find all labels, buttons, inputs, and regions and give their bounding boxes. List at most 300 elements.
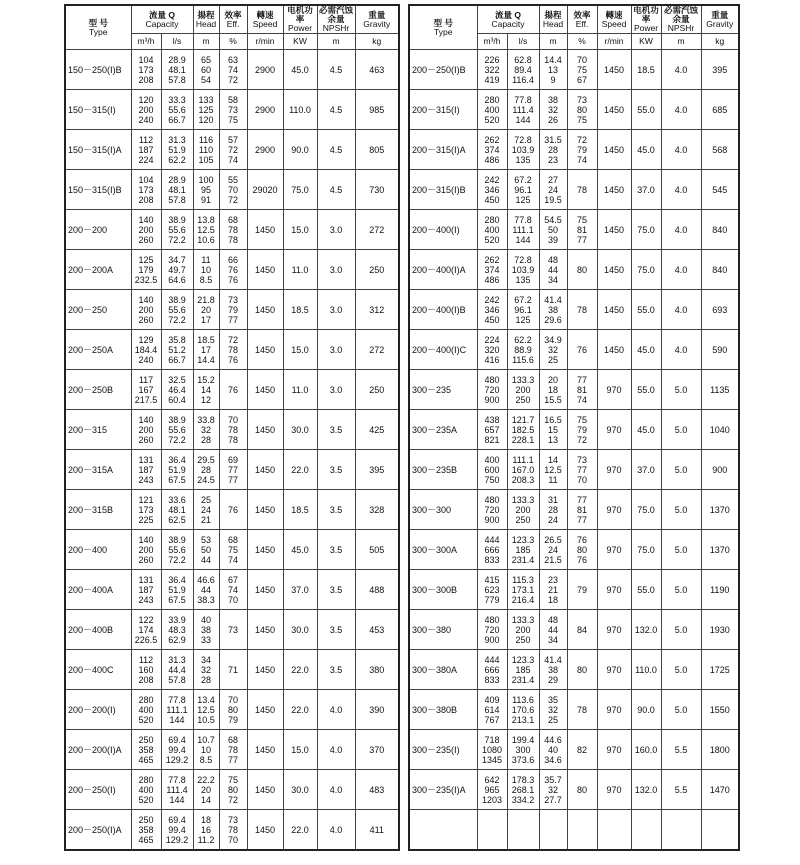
cell-q-value: 250	[138, 814, 154, 825]
cell-q	[477, 370, 507, 410]
cell-speed: 1450	[247, 570, 283, 610]
cell-type: 200－400C	[65, 650, 131, 690]
cell-q-value: 112	[138, 134, 154, 145]
cell-q-value: 642	[484, 774, 500, 785]
cell-ls-value: 72.2	[168, 234, 186, 245]
header-power-en: Power	[633, 23, 659, 33]
cell-eff	[219, 170, 247, 210]
header-unit-weight: kg	[355, 34, 399, 50]
cell-weight: 463	[355, 50, 399, 90]
cell-h-value: 44	[548, 264, 559, 275]
cell-eff-value: 74	[228, 154, 239, 165]
cell-ls-value: 125	[515, 314, 531, 325]
cell-speed: 970	[597, 650, 631, 690]
cell-speed: 1450	[247, 370, 283, 410]
cell-q	[131, 250, 161, 290]
cell-eff-value: 78	[228, 344, 239, 355]
cell-eff-value: 57	[228, 134, 239, 145]
cell-h-value: 12.5	[197, 224, 215, 235]
cell-h-value: 18.5	[197, 334, 215, 345]
cell-q-value: 821	[484, 434, 500, 445]
cell-eff-value: 78	[577, 704, 588, 715]
cell-eff	[219, 610, 247, 650]
table-row	[65, 810, 399, 851]
cell-eff-value: 77	[228, 464, 239, 475]
cell-ls-value: 51.9	[168, 464, 186, 475]
cell-eff	[567, 730, 597, 770]
cell-h-value: 10.5	[197, 714, 215, 725]
cell-h-value: 24	[201, 504, 212, 515]
cell-eff-value: 73	[577, 94, 588, 105]
header-power-cn: 电机功率	[633, 5, 659, 24]
cell-ls-value: 55.6	[168, 224, 186, 235]
cell-eff	[567, 570, 597, 610]
cell-type: 300－300A	[409, 530, 477, 570]
cell-speed: 1450	[247, 250, 283, 290]
cell-power: 37.0	[631, 450, 661, 490]
header-npsh-cn: 必需汽蚀余量	[319, 5, 354, 24]
cell-ls	[507, 530, 539, 570]
cell-h-value: 41.4	[544, 654, 562, 665]
cell-h-value: 38.3	[197, 594, 215, 605]
cell-q	[477, 730, 507, 770]
cell-ls-value: 99.4	[168, 744, 186, 755]
cell-weight: 1370	[701, 490, 739, 530]
cell-h-value: 28	[201, 674, 212, 685]
cell-h	[539, 570, 567, 610]
cell-type: 150－315(Ⅰ)	[65, 90, 131, 130]
cell-type: 300－380A	[409, 650, 477, 690]
cell-h-value: 20	[548, 374, 559, 385]
cell-speed: 970	[597, 690, 631, 730]
cell-ls-value: 250	[515, 514, 531, 525]
cell-eff-value: 72	[228, 334, 239, 345]
cell-weight: 1550	[701, 690, 739, 730]
cell-type: 200－250(Ⅰ)	[65, 770, 131, 810]
cell-ls	[161, 90, 193, 130]
cell-q-value: 224	[484, 334, 500, 345]
cell-ls-value: 178.3	[511, 774, 535, 785]
cell-q	[477, 50, 507, 90]
cell-q-value: 173	[138, 184, 154, 195]
cell-eff	[567, 130, 597, 170]
cell-h-value: 14	[201, 794, 212, 805]
cell-ls	[161, 650, 193, 690]
cell-weight	[701, 810, 739, 851]
cell-q	[477, 650, 507, 690]
cell-ls-value: 57.8	[168, 194, 186, 205]
cell-ls-value: 111.1	[512, 454, 534, 465]
header-weight-en: Gravity	[363, 18, 391, 29]
cell-power: 55.0	[631, 290, 661, 330]
cell-h	[539, 210, 567, 250]
cell-q-value: 280	[484, 94, 500, 105]
cell-q-value: 240	[138, 114, 154, 125]
cell-h	[193, 90, 219, 130]
cell-ls	[161, 250, 193, 290]
cell-q-value: 358	[138, 744, 154, 755]
cell-eff	[567, 650, 597, 690]
table-row	[409, 250, 739, 290]
cell-q-value: 260	[138, 434, 154, 445]
cell-speed: 1450	[247, 770, 283, 810]
cell-eff-value: 76	[228, 274, 239, 285]
cell-ls	[161, 50, 193, 90]
cell-q	[131, 730, 161, 770]
cell-h-value: 14	[201, 384, 212, 395]
cell-h-value: 10	[201, 264, 212, 275]
cell-ls-value: 72.2	[168, 314, 186, 325]
cell-type	[409, 810, 477, 851]
header-unit-eff: %	[567, 34, 597, 50]
header-capacity-cn: 流量 Q	[495, 9, 521, 20]
cell-q-value: 1345	[481, 754, 503, 765]
cell-h-value: 53	[201, 534, 212, 545]
cell-eff-value: 78	[228, 234, 239, 245]
cell-q-value: 184.4	[134, 344, 158, 355]
cell-q-value: 262	[484, 134, 500, 145]
cell-eff-value: 77	[228, 314, 239, 325]
cell-weight: 453	[355, 610, 399, 650]
cell-q-value: 129	[138, 334, 154, 345]
cell-power: 18.5	[631, 50, 661, 90]
cell-q-value: 480	[484, 614, 500, 625]
cell-eff-value: 76	[577, 344, 588, 355]
cell-eff	[219, 370, 247, 410]
cell-type: 200－250(Ⅰ)B	[409, 50, 477, 90]
cell-h	[539, 530, 567, 570]
cell-q-value: 322	[484, 64, 500, 75]
header-unit-ls: l/s	[507, 34, 539, 50]
cell-ls	[161, 530, 193, 570]
cell-ls-value: 55.6	[168, 104, 186, 115]
cell-eff-value: 77	[228, 754, 239, 765]
cell-type: 200－400	[65, 530, 131, 570]
cell-weight: 312	[355, 290, 399, 330]
cell-power: 110.0	[283, 90, 317, 130]
cell-q	[477, 570, 507, 610]
cell-h-value: 10.7	[197, 734, 215, 745]
cell-ls-value: 133.3	[511, 614, 535, 625]
cell-h-value: 44.6	[544, 734, 562, 745]
table-row	[65, 450, 399, 490]
cell-ls-value: 31.3	[168, 654, 186, 665]
cell-eff	[219, 490, 247, 530]
cell-eff	[567, 370, 597, 410]
cell-ls-value: 373.6	[511, 754, 535, 765]
cell-ls-value: 57.8	[168, 74, 186, 85]
header-weight-en: Gravity	[706, 18, 734, 29]
cell-ls	[507, 50, 539, 90]
cell-weight: 900	[701, 450, 739, 490]
cell-power: 45.0	[631, 330, 661, 370]
cell-q-value: 140	[138, 214, 154, 225]
cell-q-value: 1203	[481, 794, 503, 805]
cell-h	[193, 770, 219, 810]
table-row	[65, 170, 399, 210]
cell-ls-value: 129.2	[165, 754, 189, 765]
cell-type: 200－200	[65, 210, 131, 250]
cell-ls	[161, 290, 193, 330]
cell-npsh: 5.0	[661, 610, 701, 650]
cell-weight: 1470	[701, 770, 739, 810]
cell-eff-value: 78	[228, 224, 239, 235]
cell-eff	[567, 90, 597, 130]
header-capacity	[131, 5, 193, 34]
cell-power: 75.0	[631, 210, 661, 250]
cell-eff-value: 76	[228, 264, 239, 275]
cell-q-value: 208	[138, 194, 154, 205]
cell-h	[539, 290, 567, 330]
cell-npsh: 5.0	[661, 570, 701, 610]
cell-power: 132.0	[631, 770, 661, 810]
cell-eff-value: 79	[228, 714, 239, 725]
cell-eff-value: 72	[228, 74, 239, 85]
cell-q-value: 242	[484, 174, 500, 185]
cell-q	[131, 330, 161, 370]
cell-npsh: 3.5	[317, 410, 355, 450]
cell-q-value: 104	[138, 174, 154, 185]
cell-type: 200－250(Ⅰ)A	[65, 810, 131, 851]
cell-weight: 505	[355, 530, 399, 570]
table-row	[409, 170, 739, 210]
cell-type: 200－200A	[65, 250, 131, 290]
cell-h-value: 13.4	[197, 694, 215, 705]
cell-h-value: 15	[548, 424, 559, 435]
cell-ls	[161, 570, 193, 610]
cell-h-value: 33.8	[197, 414, 215, 425]
cell-q-value: 200	[138, 544, 154, 555]
cell-h-value: 20	[201, 304, 212, 315]
cell-eff-value: 70	[228, 594, 239, 605]
table-row	[65, 370, 399, 410]
cell-h-value: 20	[201, 784, 212, 795]
cell-eff	[219, 290, 247, 330]
cell-h-value: 32	[548, 104, 559, 115]
cell-eff-value: 70	[228, 694, 239, 705]
cell-weight: 425	[355, 410, 399, 450]
cell-h-value: 24	[548, 184, 559, 195]
table-row	[65, 610, 399, 650]
cell-ls-value: 51.9	[168, 144, 186, 155]
cell-eff	[567, 810, 597, 851]
cell-ls-value: 35.8	[168, 334, 186, 345]
cell-h	[539, 690, 567, 730]
cell-eff-value: 77	[577, 494, 588, 505]
cell-h-value: 12.5	[197, 704, 215, 715]
cell-ls-value: 200	[515, 624, 531, 635]
table-row	[65, 290, 399, 330]
cell-h-value: 14.4	[544, 54, 562, 65]
cell-weight: 250	[355, 250, 399, 290]
cell-h-value: 27.7	[544, 794, 562, 805]
cell-ls	[161, 450, 193, 490]
cell-eff-value: 68	[228, 734, 239, 745]
cell-h-value: 91	[201, 194, 212, 205]
cell-speed: 1450	[247, 810, 283, 851]
cell-q-value: 131	[138, 454, 154, 465]
cell-type: 200－200(Ⅰ)	[65, 690, 131, 730]
cell-ls-value: 67.5	[168, 594, 186, 605]
cell-ls-value: 115.6	[512, 354, 534, 365]
cell-h	[539, 130, 567, 170]
cell-eff-value: 80	[577, 784, 588, 795]
cell-h-value: 26.5	[544, 534, 562, 545]
cell-ls-value: 64.6	[168, 274, 186, 285]
cell-npsh: 4.0	[661, 330, 701, 370]
cell-q-value: 657	[484, 424, 500, 435]
cell-eff-value: 69	[228, 454, 239, 465]
cell-ls-value: 46.4	[168, 384, 186, 395]
cell-power: 18.5	[283, 290, 317, 330]
cell-h	[193, 170, 219, 210]
cell-type: 200－315	[65, 410, 131, 450]
cell-speed: 970	[597, 610, 631, 650]
cell-type: 150－315(Ⅰ)A	[65, 130, 131, 170]
cell-type: 200－315A	[65, 450, 131, 490]
cell-power: 45.0	[283, 530, 317, 570]
cell-ls-value: 125	[515, 194, 531, 205]
cell-weight: 1800	[701, 730, 739, 770]
cell-h-value: 17	[201, 314, 212, 325]
cell-q	[477, 410, 507, 450]
cell-eff-value: 80	[577, 264, 588, 275]
cell-q-value: 409	[484, 694, 500, 705]
cell-eff-value: 73	[228, 814, 239, 825]
cell-h-value: 35.7	[544, 774, 562, 785]
cell-eff	[567, 210, 597, 250]
cell-ls-value: 77.8	[514, 94, 532, 105]
cell-ls	[507, 770, 539, 810]
cell-power: 132.0	[631, 610, 661, 650]
cell-weight: 840	[701, 250, 739, 290]
cell-ls-value: 250	[515, 634, 531, 645]
header-npsh	[317, 5, 355, 34]
cell-q-value: 374	[484, 264, 500, 275]
cell-npsh: 4.5	[317, 90, 355, 130]
cell-h-value: 21.8	[197, 294, 215, 305]
cell-weight: 395	[355, 450, 399, 490]
cell-ls-value: 144	[169, 794, 185, 805]
cell-q-value: 400	[138, 704, 154, 715]
cell-eff	[567, 770, 597, 810]
cell-eff-value: 55	[228, 174, 239, 185]
cell-ls-value: 185	[515, 544, 531, 555]
cell-h-value: 11	[201, 254, 211, 265]
cell-eff	[219, 690, 247, 730]
cell-ls-value: 121.7	[511, 414, 535, 425]
cell-q-value: 208	[138, 74, 154, 85]
cell-h	[193, 370, 219, 410]
table-row	[409, 730, 739, 770]
cell-q-value: 750	[484, 474, 500, 485]
header-unit-weight: kg	[701, 34, 739, 50]
cell-h-value: 11	[548, 474, 558, 485]
cell-h-value: 44	[201, 584, 212, 595]
table-row	[409, 410, 739, 450]
cell-h-value: 22.2	[197, 774, 215, 785]
cell-eff-value: 76	[228, 384, 239, 395]
cell-ls-value: 62.2	[168, 154, 186, 165]
cell-weight: 1930	[701, 610, 739, 650]
cell-eff-value: 58	[228, 94, 239, 105]
cell-q-value: 444	[484, 534, 500, 545]
cell-h-value: 14.4	[197, 354, 215, 365]
cell-h-value: 13	[548, 64, 559, 75]
cell-ls-value: 72.2	[168, 434, 186, 445]
header-unit-npsh: m	[317, 34, 355, 50]
cell-q-value: 260	[138, 234, 154, 245]
cell-ls	[507, 410, 539, 450]
header-speed-en: Speed	[601, 18, 627, 29]
cell-npsh: 4.5	[317, 170, 355, 210]
cell-ls-value: 51.9	[168, 584, 186, 595]
cell-q-value: 140	[138, 414, 154, 425]
cell-q-value: 200	[138, 104, 154, 115]
header-capacity-en: Capacity	[145, 18, 179, 29]
cell-speed: 970	[597, 770, 631, 810]
cell-eff	[219, 570, 247, 610]
cell-ls-value: 48.1	[168, 184, 186, 195]
cell-power: 37.0	[283, 570, 317, 610]
cell-power: 30.0	[283, 610, 317, 650]
header-unit-head: m	[193, 34, 219, 50]
cell-q-value: 104	[138, 54, 154, 65]
cell-ls	[507, 170, 539, 210]
cell-h-value: 35	[548, 694, 559, 705]
cell-eff	[567, 690, 597, 730]
cell-eff-value: 81	[577, 384, 588, 395]
header-model-cn: 型 号	[433, 17, 453, 28]
cell-ls-value: 167.0	[511, 464, 535, 475]
cell-ls-value: 34.7	[168, 254, 186, 265]
cell-eff	[567, 490, 597, 530]
header-eff	[219, 5, 247, 34]
cell-q	[131, 770, 161, 810]
cell-eff-value: 63	[228, 54, 239, 65]
cell-h-value: 44	[548, 624, 559, 635]
table-row	[409, 690, 739, 730]
cell-npsh: 4.0	[661, 90, 701, 130]
cell-npsh: 4.0	[317, 690, 355, 730]
cell-h	[193, 450, 219, 490]
cell-q-value: 720	[484, 384, 500, 395]
cell-h	[539, 650, 567, 690]
cell-eff-value: 79	[577, 584, 588, 595]
cell-eff-value: 78	[228, 744, 239, 755]
cell-type: 200－400(Ⅰ)C	[409, 330, 477, 370]
cell-speed: 1450	[247, 650, 283, 690]
cell-npsh: 5.0	[661, 650, 701, 690]
cell-type: 300－235(Ⅰ)	[409, 730, 477, 770]
cell-eff-value: 77	[577, 464, 588, 475]
cell-h-value: 32	[548, 704, 559, 715]
cell-h-value: 8.5	[199, 274, 213, 285]
cell-h	[539, 250, 567, 290]
cell-ls-value: 77.8	[168, 774, 186, 785]
cell-ls-value: 228.1	[511, 434, 535, 445]
cell-h-value: 24	[548, 544, 559, 555]
cell-q-value: 160	[138, 664, 154, 675]
cell-h-value: 21.5	[544, 554, 562, 565]
cell-speed: 970	[597, 370, 631, 410]
cell-type: 200－315(Ⅰ)B	[409, 170, 477, 210]
cell-npsh: 5.5	[661, 770, 701, 810]
cell-speed: 1450	[597, 50, 631, 90]
cell-ls	[161, 370, 193, 410]
cell-ls	[507, 370, 539, 410]
cell-type: 300－300B	[409, 570, 477, 610]
